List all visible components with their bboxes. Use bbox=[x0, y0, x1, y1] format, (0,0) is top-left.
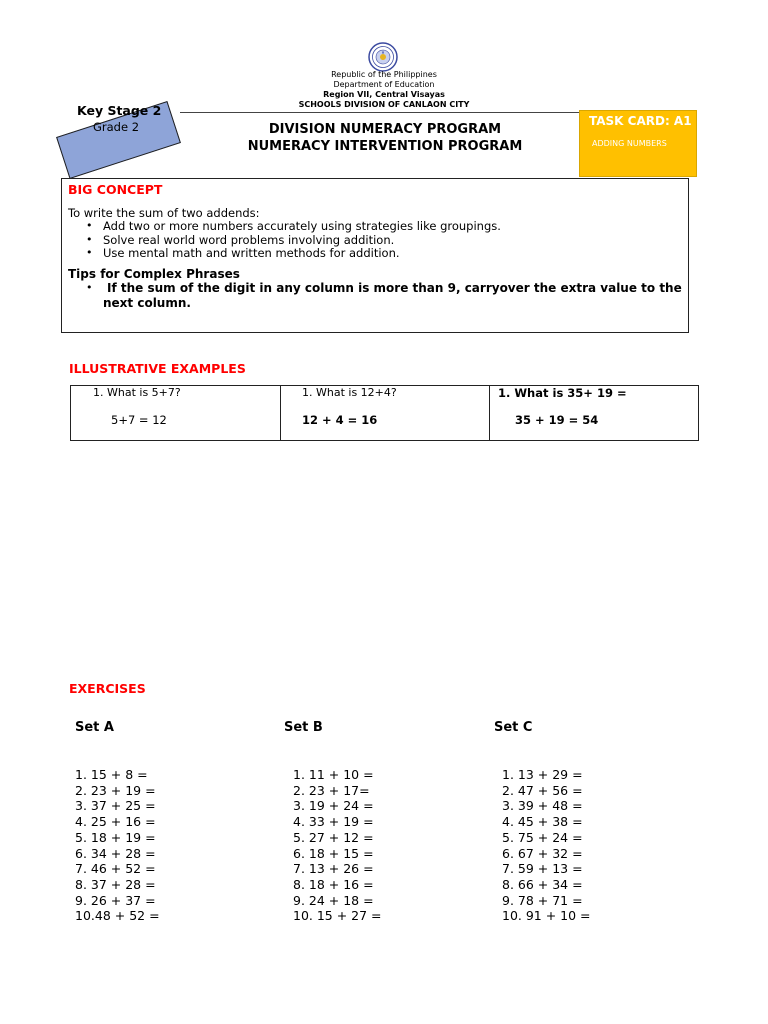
exercise-item: 2. 23 + 17= bbox=[293, 782, 370, 798]
task-card-subtitle: ADDING NUMBERS bbox=[592, 139, 667, 148]
bullet-icon: • bbox=[86, 281, 93, 294]
exercise-item: 3. 39 + 48 = bbox=[502, 798, 583, 814]
exercise-item: 1. 11 + 10 = bbox=[293, 767, 374, 782]
exercise-item: 4. 33 + 19 = bbox=[293, 814, 374, 830]
exercise-item: 3. 37 + 25 = bbox=[75, 798, 156, 814]
program-title: DIVISION NUMERACY PROGRAM bbox=[268, 122, 502, 137]
exercise-item: 7. 13 + 26 = bbox=[293, 861, 374, 877]
concept-bullet: Solve real world word problems involving addition. bbox=[103, 233, 395, 247]
big-concept-heading: BIG CONCEPT bbox=[68, 182, 163, 197]
exercise-item: 5. 27 + 12 = bbox=[293, 829, 374, 845]
exercise-item: 9. 24 + 18 = bbox=[293, 892, 374, 908]
example-question: 1. What is 35+ 19 = bbox=[498, 386, 627, 400]
exercise-item: 7. 59 + 13 = bbox=[502, 861, 583, 877]
set-b-list bbox=[293, 767, 382, 924]
exercise-item: 9. 78 + 71 = bbox=[502, 892, 583, 908]
concept-bullet: Use mental math and written methods for addition. bbox=[103, 246, 400, 260]
exercise-item: 3. 19 + 24 = bbox=[293, 798, 374, 814]
exercise-item: 9. 26 + 37 = bbox=[75, 892, 156, 908]
tips-heading: Tips for Complex Phrases bbox=[68, 267, 240, 281]
bullet-icon: • bbox=[86, 246, 93, 259]
exercise-item: 4. 45 + 38 = bbox=[502, 814, 583, 830]
exercise-item: 2. 23 + 19 = bbox=[75, 782, 156, 798]
exercise-item: 8. 66 + 34 = bbox=[502, 876, 583, 892]
exercise-item: 6. 18 + 15 = bbox=[293, 845, 374, 861]
exercise-item: 6. 34 + 28 = bbox=[75, 845, 156, 861]
tip-text-continued: next column. bbox=[103, 296, 191, 310]
concept-bullet: Add two or more numbers accurately using strategies like groupings. bbox=[103, 219, 501, 233]
exercise-item: 1. 15 + 8 = bbox=[75, 767, 148, 782]
example-answer: 35 + 19 = 54 bbox=[515, 413, 599, 427]
exercise-item: 5. 18 + 19 = bbox=[75, 829, 156, 845]
table-divider bbox=[489, 385, 490, 441]
examples-heading: ILLUSTRATIVE EXAMPLES bbox=[69, 361, 246, 376]
example-question: 1. What is 5+7? bbox=[93, 386, 181, 399]
exercise-item: 5. 75 + 24 = bbox=[502, 829, 583, 845]
grade-label: Grade 2 bbox=[93, 120, 140, 134]
program-subtitle: NUMERACY INTERVENTION PROGRAM bbox=[247, 139, 523, 154]
exercise-item: 4. 25 + 16 = bbox=[75, 814, 156, 830]
example-answer: 12 + 4 = 16 bbox=[302, 413, 378, 427]
exercise-item: 8. 37 + 28 = bbox=[75, 876, 156, 892]
task-card-title: TASK CARD: A1 bbox=[589, 114, 692, 128]
key-stage-label: Key Stage 2 bbox=[77, 103, 162, 118]
exercise-item: 6. 67 + 32 = bbox=[502, 845, 583, 861]
big-concept-intro: To write the sum of two addends: bbox=[68, 206, 260, 220]
header-rule bbox=[180, 112, 580, 113]
header-department: Department of Education bbox=[333, 80, 435, 89]
set-b-heading: Set B bbox=[284, 720, 323, 735]
exercise-item: 10. 91 + 10 = bbox=[502, 908, 591, 924]
set-a-heading: Set A bbox=[75, 720, 114, 735]
exercise-item: 2. 47 + 56 = bbox=[502, 782, 583, 798]
exercises-heading: EXERCISES bbox=[69, 681, 146, 696]
deped-seal-icon bbox=[368, 42, 398, 72]
exercise-item: 10. 15 + 27 = bbox=[293, 908, 382, 924]
header-country: Republic of the Philippines bbox=[331, 70, 437, 79]
bullet-icon: • bbox=[86, 233, 93, 246]
header-division: SCHOOLS DIVISION OF CANLAON CITY bbox=[298, 100, 470, 109]
exercise-item: 1. 13 + 29 = bbox=[502, 767, 583, 782]
bullet-icon: • bbox=[86, 219, 93, 232]
exercise-item: 10.48 + 52 = bbox=[75, 908, 160, 924]
header-region: Region VII, Central Visayas bbox=[323, 90, 445, 99]
set-c-heading: Set C bbox=[494, 720, 533, 735]
tip-text: If the sum of the digit in any column is more than 9, carryover the extra value to the bbox=[107, 281, 682, 295]
table-divider bbox=[280, 385, 281, 441]
example-answer: 5+7 = 12 bbox=[111, 413, 167, 427]
example-question: 1. What is 12+4? bbox=[302, 386, 397, 399]
set-a-list bbox=[75, 767, 160, 924]
exercise-item: 8. 18 + 16 = bbox=[293, 876, 374, 892]
exercise-item: 7. 46 + 52 = bbox=[75, 861, 156, 877]
set-c-list bbox=[502, 767, 591, 924]
